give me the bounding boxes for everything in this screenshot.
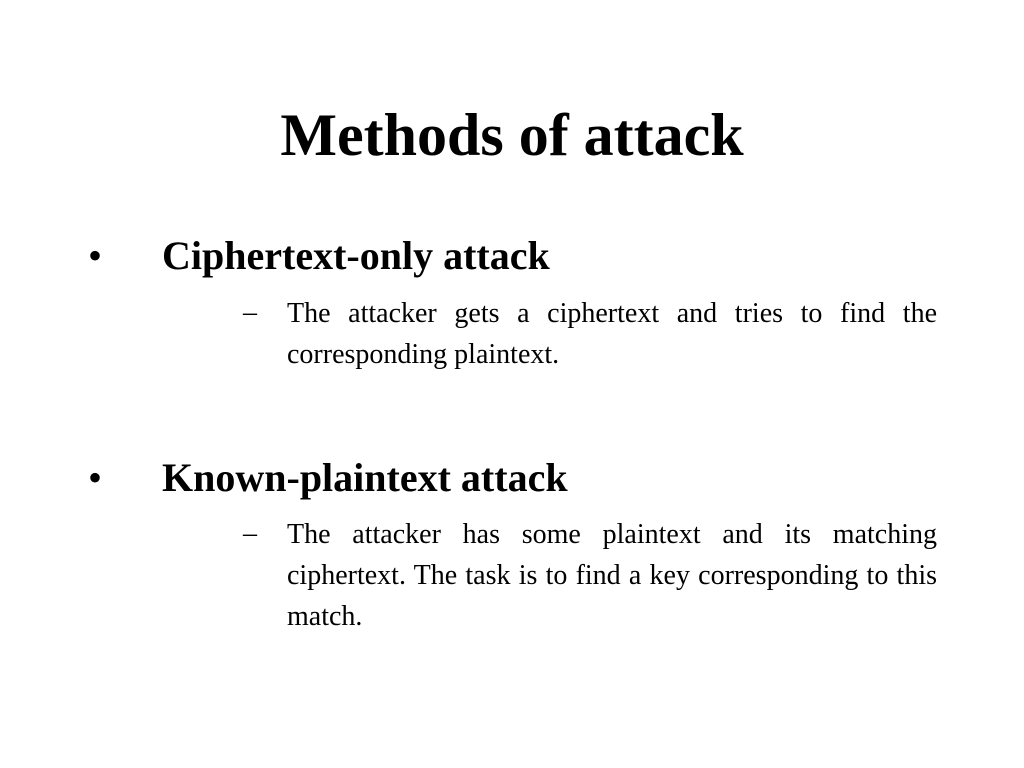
slide-title: Methods of attack xyxy=(280,102,744,168)
sub-bullet-text-known-plaintext: The attacker has some plaintext and its matching ciphertext. The task is to find a key corresponding to this match. xyxy=(287,519,937,632)
sub-bullet-dash: – xyxy=(243,297,257,328)
sub-bullet-text-ciphertext-only: The attacker gets a ciphertext and tries to find the corresponding plaintext. xyxy=(287,298,937,370)
bullet-heading-known-plaintext: Known-plaintext attack xyxy=(162,455,568,500)
bullet-marker: • xyxy=(88,233,103,278)
sub-bullet-dash: – xyxy=(243,518,257,549)
bullet-heading-ciphertext-only: Ciphertext-only attack xyxy=(162,233,550,278)
bullet-marker: • xyxy=(88,455,103,500)
